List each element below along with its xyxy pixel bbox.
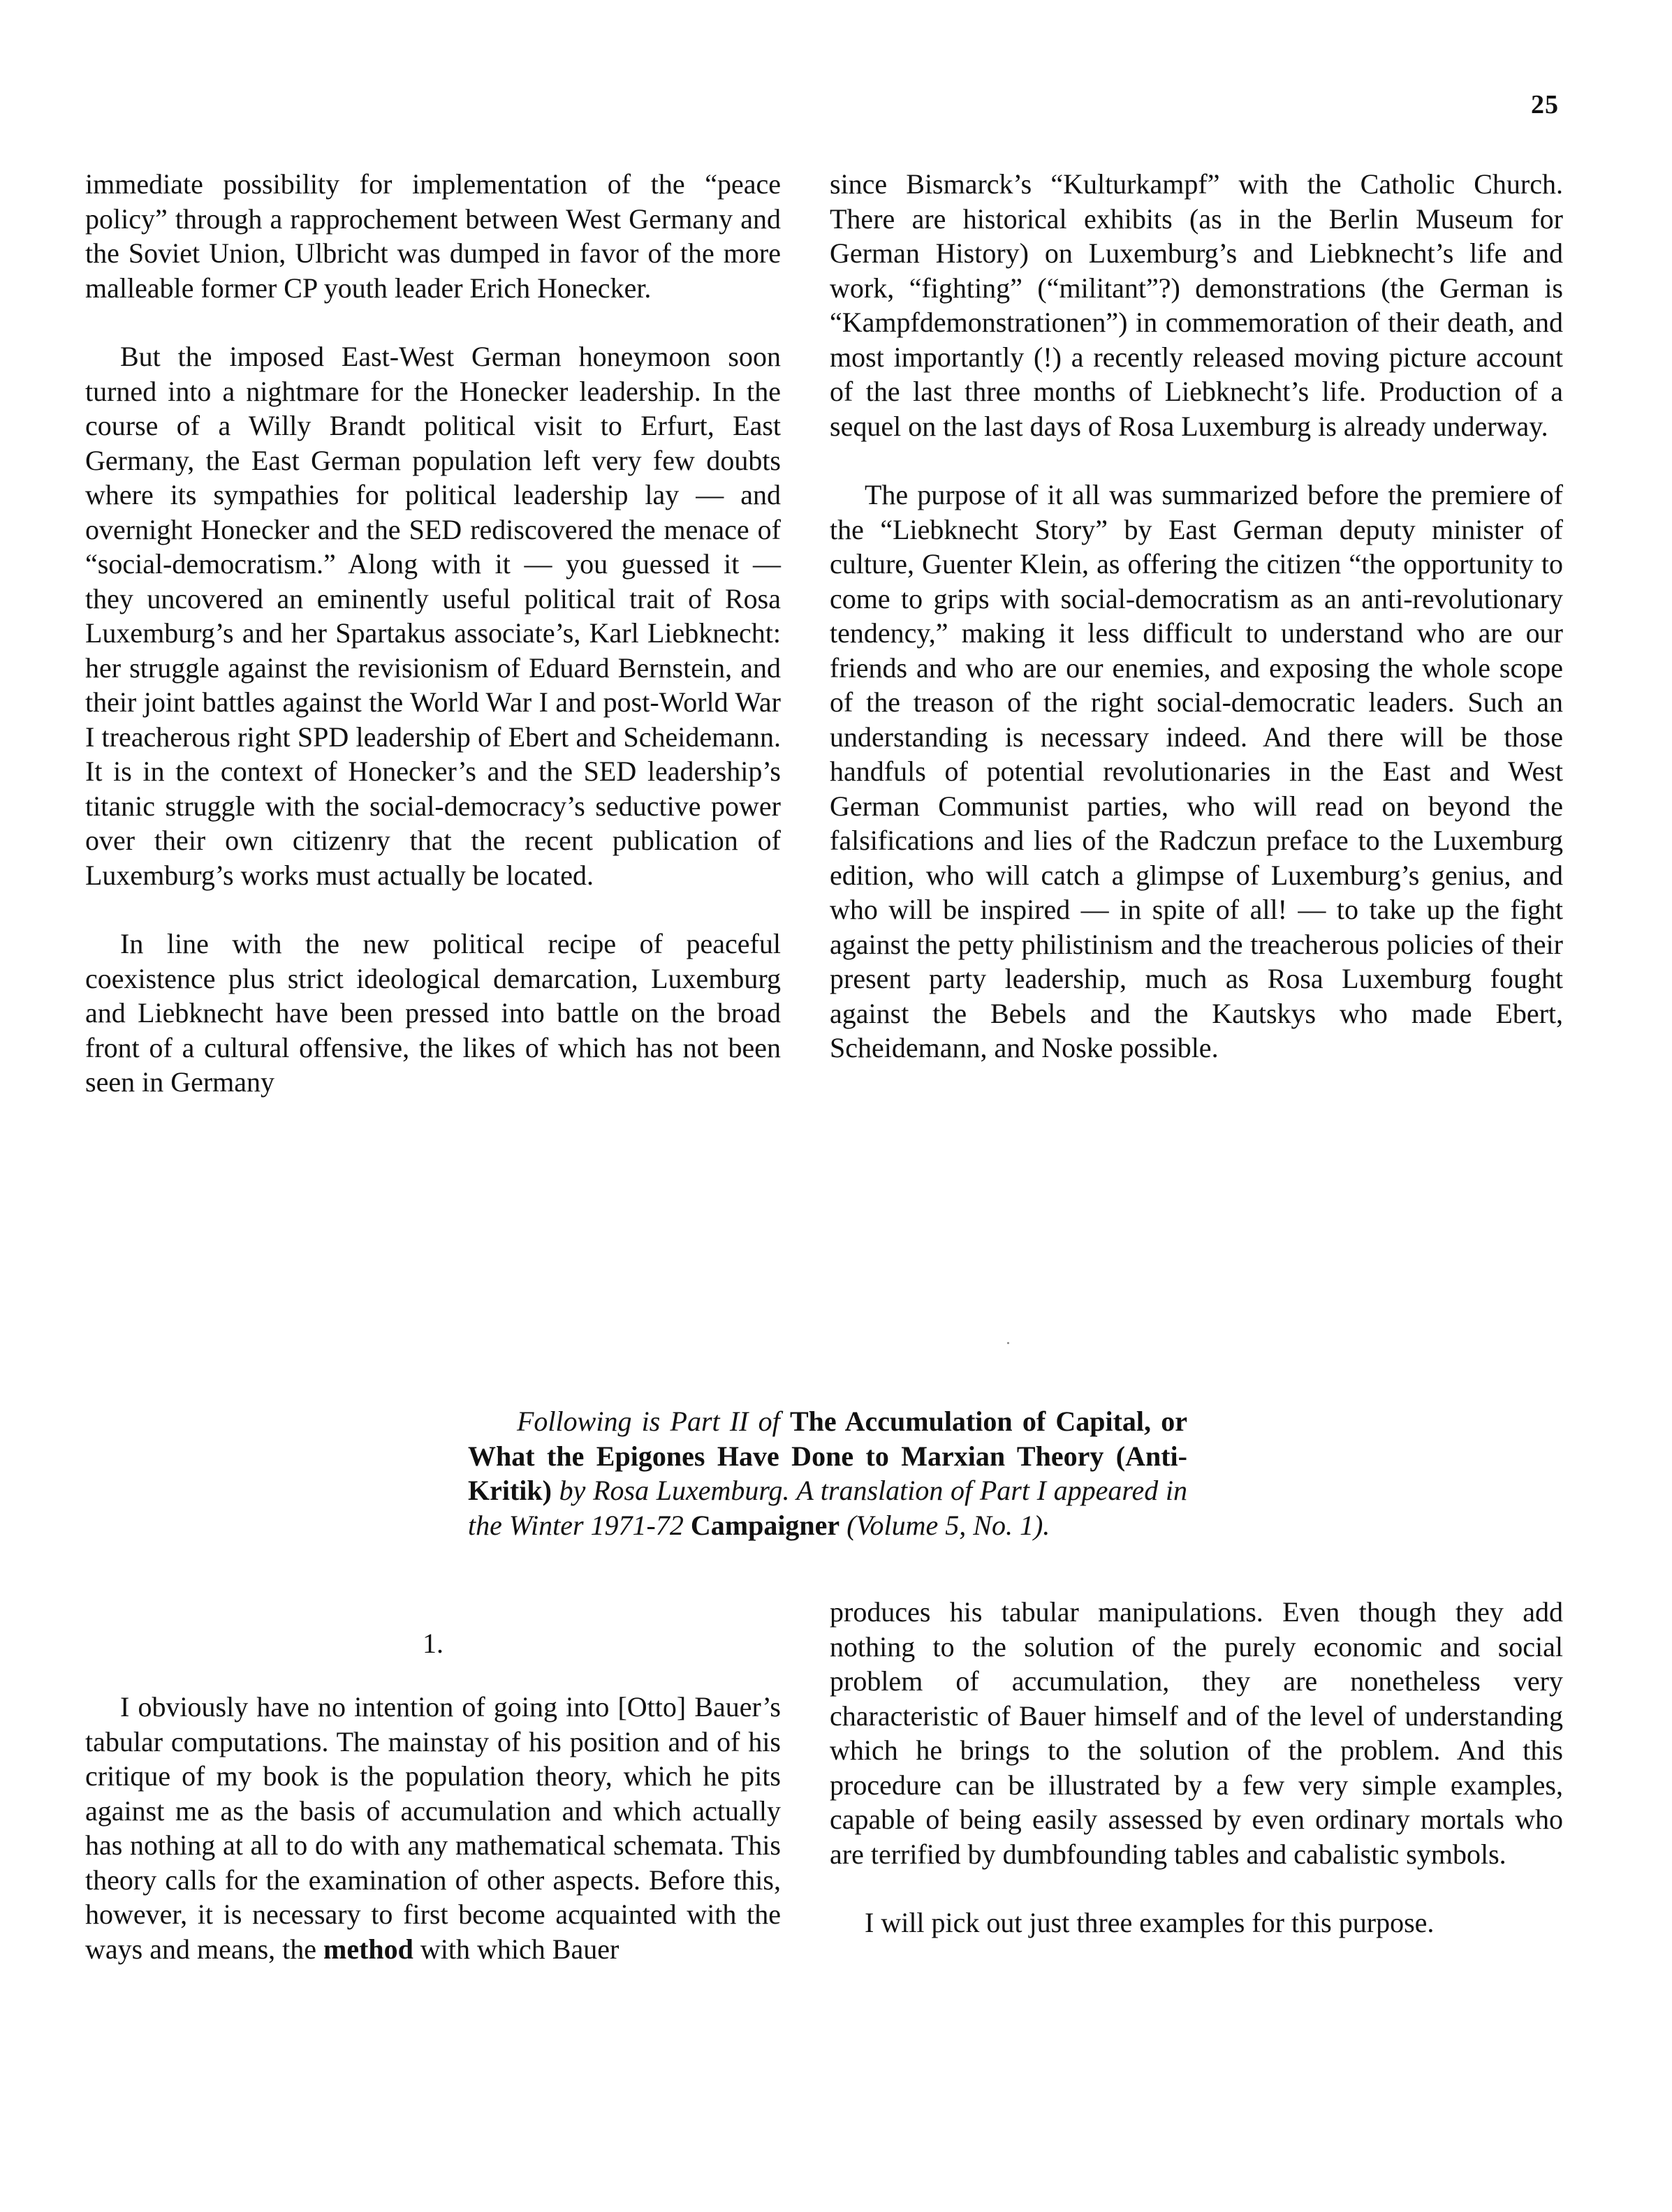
right-column-top: [830, 167, 1563, 1066]
paragraph-continuation: immediate possibility for implementation of the “peace policy” through a rapprochement between West Germany and the Soviet Union, Ulbricht was dumped in favor of the more malleable former CP youth leader Erich Honecker.: [85, 168, 781, 304]
paragraph-purpose: The purpose of it all was summarized before the premiere of the “Liebknecht Story” by East German deputy minister of culture, Guenter Klein, as offering the citizen “the opportunity to come to grips with social-democratism as an anti-revolutionary tendency,” making it less difficult to understand who are our friends and who are our enemies, and exposing the whole scope of the treason of the right social-democratic leaders. Such an understanding is necessary indeed. And there will be those handfuls of potential revolutionaries in the East and West German Communist parties, who will read on beyond the falsifications and lies of the Radczun preface to the Luxemburg edition, who will catch a glimpse of Luxemburg’s genius, and who will be inspired — in spite of all! — to take up the fight against the petty philistinism and the treacherous policies of their present party leadership, much as Rosa Luxemburg fought against the Bebels and the Kautskys who made Ebert, Scheidemann, and Noske possible.: [830, 479, 1563, 1063]
scan-speck: [1007, 1342, 1009, 1344]
left-column-bottom: [85, 1690, 781, 1966]
paragraph-tabular-manipulations: produces his tabular manipulations. Even though they add nothing to the solution of the purely economic and social problem of accumulation, they are nonetheless very characteristic of Bauer himself and of the level of understanding which he brings to the solution of the problem. And this procedure can be illustrated by a few very simple examples, capable of being easily assessed by even ordinary mortals who are terrified by dumbfounding tables and cabalistic symbols.: [830, 1596, 1563, 1870]
paragraph-cultural-offensive: In line with the new political recipe of peaceful coexistence plus strict ideological demarcation, Luxemburg and Liebknecht have been pressed into battle on the broad front of a cultural offensive, the likes of which has not been seen in Germany: [85, 928, 781, 1098]
page-number: 25: [1531, 90, 1559, 119]
paragraph-honeymoon: But the imposed East-West German honeymoon soon turned into a nightmare for the Honecker leadership. In the course of a Willy Brandt political visit to Erfurt, East Germany, the East German population left very few doubts where its sympathies for political leadership lay — and overnight Honecker and the SED rediscovered the menace of “social-democratism.” Along with it — you guessed it — they uncovered an eminently useful political trait of Rosa Luxemburg’s and her Spartakus associate’s, Karl Liebknecht: her struggle against the revisionism of Eduard Bernstein, and their joint battles against the World War I and post-World War I treacherous right SPD leadership of Ebert and Scheidemann. It is in the context of Honecker’s and the SED leadership’s titanic struggle with the social-democracy’s seductive power over their own citizenry that the recent publication of Luxemburg’s works must actually be located.: [85, 341, 781, 891]
editorial-intro-note: [468, 1404, 1187, 1542]
intro-italic-2: by Rosa Luxemburg. A translation of Part I appeared in the Winter 1971-72: [468, 1475, 1187, 1541]
intro-italic-1: Following is Part II of: [517, 1406, 790, 1437]
journal-name: Campaigner: [690, 1509, 840, 1541]
emphasis-method: method: [323, 1933, 413, 1965]
right-column-bottom: [830, 1595, 1563, 1940]
text-after-method: with which Bauer: [413, 1933, 619, 1965]
paragraph-bauer-method: [85, 1690, 781, 1966]
section-number: 1.: [423, 1628, 443, 1659]
text-before-method: I obviously have no intention of going into [Otto] Bauer’s tabular computations. The mainstay of his position and of his critique of my book is the population theory, which he pits against me as the basis of accumulation and which actually has nothing at all to do with any mathematical schemata. This theory calls for the examination of other aspects. Before this, however, it is necessary to first become acquainted with the ways and means, the: [85, 1691, 781, 1965]
paragraph-three-examples: I will pick out just three examples for this purpose.: [865, 1907, 1435, 1938]
paragraph-kulturkampf: since Bismarck’s “Kulturkampf” with the Catholic Church. There are historical exhibits (as in the Berlin Museum for German History) on Luxemburg’s and Liebknecht’s life and work, “fighting” (“militant”?) demonstrations (the German is “Kampfdemonstrationen”) in commemoration of their death, and most importantly (!) a recently released moving picture account of the last three months of Liebknecht’s life. Production of a sequel on the last days of Rosa Luxemburg is already underway.: [830, 168, 1563, 442]
article-title: The Accumulation of Capital, or What the Epigones Have Done to Marxian Theory (Anti-Kritik): [468, 1406, 1187, 1506]
intro-italic-3: (Volume 5, No. 1).: [839, 1509, 1050, 1541]
left-column-top: [85, 167, 781, 1100]
